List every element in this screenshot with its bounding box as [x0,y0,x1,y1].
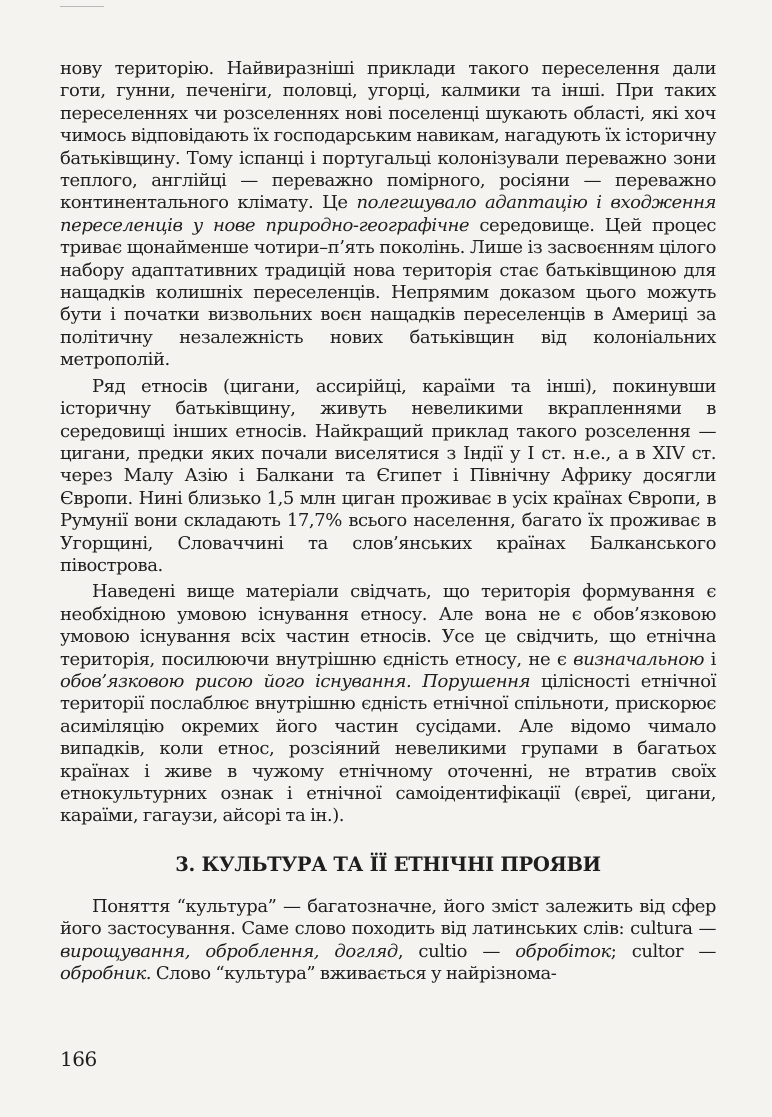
paragraph [60,58,716,372]
italic-run: обов’язковою рисою його існування. Порушення [60,670,531,692]
section-heading: 3. КУЛЬТУРА ТА ЇЇ ЕТНІЧНІ ПРОЯВИ [175,852,601,876]
text-run: ; cultor — [610,940,716,962]
paragraph [60,896,716,986]
text-block-after-heading [60,896,716,986]
text-run: середовище. Цей процес триває щонайменше чотири–п’ять поколінь. Лише із засвоєнням цілого набору адаптативних традицій нова територія стає батьківщиною для нащадків колишніх переселенців. Непрямим доказом цього можуть бути і початки визвольних воєн нащадків переселенців в Америці за політичну незалежність нових батьківщин від колоніальних метрополій. [60,214,716,371]
text-run: Слово “культура” вживається у найрізнома- [151,963,557,985]
page-number: 166 [60,1047,97,1071]
text-run: Ряд етносів (цигани, ассирійці, караїми та інші), покинувши історичну батьківщину, живуть невеликими вкрапленнями в середовищі інших етносів. Найкращий приклад такого розселення — цигани, предки яких почали виселятися з Індії у І ст. н.е., а в XIV ст. через Малу Азію і Балкани та Єгипет і Північну Африку досягли Європи. Нині близько 1,5 млн циган проживає в усіх країнах Європи, в Румунії вони складають 17,7% всього населення, багато їх проживає в Угорщині, Словаччині та слов’янських країнах Балканського півострова. [60,375,716,576]
paragraph [60,581,716,827]
header-rule [60,6,104,7]
text-run: , cultio — [397,940,516,962]
text-run: і [703,648,716,670]
text-run: Наведені вище матеріали свідчать, що територія формування є необхідною умовою існування етносу. Але вона не є обов’язковою умовою існування всіх частин етносів. Усе це свідчить, що етнічна територія, посилюючи внутрішню єдність етносу, не є [60,581,716,670]
text-run: Поняття “культура” — багатозначне, його зміст залежить від сфер його застосування. Саме слово походить від латинських слів: cultura — [60,895,716,940]
italic-run: полегшувало адаптацію і входження переселенців у нове природно-географічне [60,192,716,236]
text-run: цілісності етнічної території послаблює внутрішню єдність етнічної спільноти, прискорює асиміляцію окремих його частин сусідами. Але відомо чимало випадків, коли етнос, розсіяний невеликими групами в багатьох країнах і живе в чужому етнічному оточенні, не втратив своїх етнокультурних ознак і етнічної самоідентифікації (євреї, цигани, караїми, гагаузи, айсорі та ін.). [60,670,716,827]
page-body [60,58,716,985]
text-run: нову територію. Найвиразніші приклади такого переселення дали готи, гунни, печеніги, половці, угорці, калмики та інші. При таких переселеннях чи розселеннях нові поселенці шукають області, які хоч чимось відповідають їх господарським навикам, нагадують їх історичну батьківщину. Тому іспанці і португальці колонізували переважно зони теплого, англійці — переважно помірного, росіяни — переважно континентального клімату. Це [60,58,716,214]
italic-run: обробіток [515,940,611,962]
italic-run: визначальною [573,648,704,670]
text-block [60,58,716,828]
italic-run: вирощування, оброблення, догляд [60,940,398,962]
italic-run: обробник. [60,963,152,985]
paragraph [60,376,716,578]
